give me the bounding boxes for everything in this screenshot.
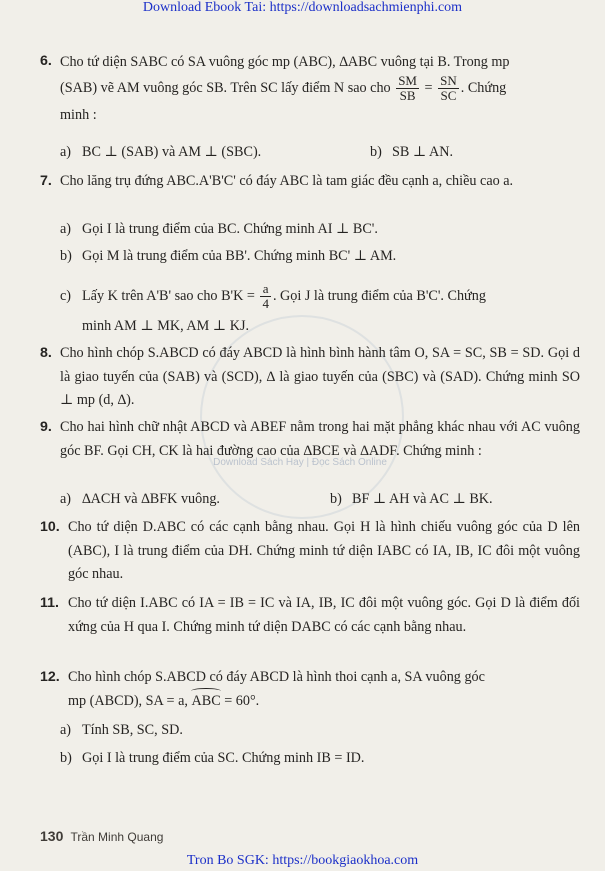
fraction-sm-sb: $\frac{SM}{SB}$ (398, 73, 417, 103)
author-name: Trần Minh Quang (70, 830, 164, 844)
top-banner-link[interactable]: Download Ebook Tai: https://downloadsachmienphi.com (142, 0, 463, 15)
problem-7-a: a) Gọi I là trung điểm của BC. Chứng minh AI ⊥ BC'. (60, 221, 378, 237)
problem-number: 9. (40, 419, 52, 435)
page-number: 130 (40, 828, 64, 844)
problem-number: 12. (40, 669, 60, 685)
problem-6-line2: (SAB) vẽ AM vuông góc SB. Trên SC lấy điểm N sao cho (60, 79, 391, 96)
watermark-text: Download Sách Hay | Đọc Sách Online (213, 457, 387, 468)
problem-6-b: b) SB ⊥ AN. (370, 144, 454, 160)
problem-8-text: Cho hình chóp S.ABCD có đáy ABCD là hình bình hành tâm O, SA = SC, SB = SD. Gọi d là giao tuyến của (SAB) và (SCD), ∆ là giao tuyến của (SBC) và (SAD). Chứng minh SO ⊥ mp (d, ∆). (60, 345, 580, 408)
problem-12-b: b) Gọi I là trung điểm của SC. Chứng minh IB = ID. (60, 750, 365, 766)
problem-7 (40, 170, 580, 194)
problem-8 (40, 342, 580, 413)
problem-number: 8. (40, 345, 52, 361)
problem-6-a: a) BC ⊥ (SAB) và AM ⊥ (SBC). (60, 144, 262, 160)
problem-12-line2-end: = 60°. (224, 692, 260, 709)
problem-6 (40, 50, 580, 127)
problem-12-a: a) Tính SB, SC, SD. (60, 722, 183, 738)
problem-11 (40, 592, 580, 639)
problem-10-text: Cho tứ diện D.ABC có các cạnh bằng nhau. Gọi H là hình chiếu vuông góc của D lên (ABC), I là trung điểm của DH. Chứng minh tứ diện IABC có IA, IB, IC đôi một vuông góc nhau. (68, 519, 580, 582)
angle-abc: ABC (191, 690, 220, 714)
fraction-a-4: $\frac{a}{4}$ (262, 281, 269, 312)
problem-number: 7. (40, 173, 52, 189)
problem-7-b: b) Gọi M là trung điểm của BB'. Chứng minh BC' ⊥ AM. (60, 248, 397, 264)
problem-12 (40, 666, 580, 713)
bottom-banner-link[interactable]: Tron Bo SGK: https://bookgiaokhoa.com (186, 853, 419, 868)
problem-6-line3: minh : (60, 107, 97, 123)
problem-12-line1: Cho hình chóp S.ABCD có đáy ABCD là hình thoi cạnh a, SA vuông góc (68, 669, 485, 685)
problem-number: 10. (40, 519, 60, 535)
problem-9-b: b) BF ⊥ AH và AC ⊥ BK. (330, 491, 493, 507)
problem-7-c: c) Lấy K trên A'B' sao cho B'K = $\frac{a}{4}$ . Gọi J là trung điểm của B'C'. Chứng minh AM ⊥ MK, AM ⊥ KJ. (60, 281, 486, 335)
problem-9 (40, 416, 580, 463)
page-footer (40, 828, 163, 844)
equals-sign: = (424, 79, 433, 96)
problem-11-text: Cho tứ diện I.ABC có IA = IB = IC và IA, IB, IC đôi một vuông góc. Gọi D là điểm đối xứng của H qua I. Chứng minh tứ diện DABC có các cạnh bằng nhau. (68, 595, 580, 635)
problem-12-line2: mp (ABCD), SA = a, (68, 692, 188, 709)
problem-number: 11. (40, 595, 59, 611)
fraction-sn-sc: $\frac{SN}{SC}$ (440, 73, 457, 103)
problem-9-text: Cho hai hình chữ nhật ABCD và ABEF nằm trong hai mặt phẳng khác nhau với AC vuông góc BF. Gọi CH, CK là hai đường cao của ∆BCE và ∆ADF. Chứng minh : (60, 419, 580, 459)
problem-number: 6. (40, 53, 52, 69)
problem-7-text: Cho lăng trụ đứng ABC.A'B'C' có đáy ABC là tam giác đều cạnh a, chiều cao a. (60, 173, 514, 189)
problem-9-a: a) ∆ACH và ∆BFK vuông. (60, 491, 220, 507)
problem-6-line2-end: . Chứng (460, 79, 507, 96)
problem-10 (40, 516, 580, 587)
problem-6-line1: Cho tứ diện SABC có SA vuông góc mp (ABC), ∆ABC vuông tại B. Trong mp (60, 54, 510, 70)
